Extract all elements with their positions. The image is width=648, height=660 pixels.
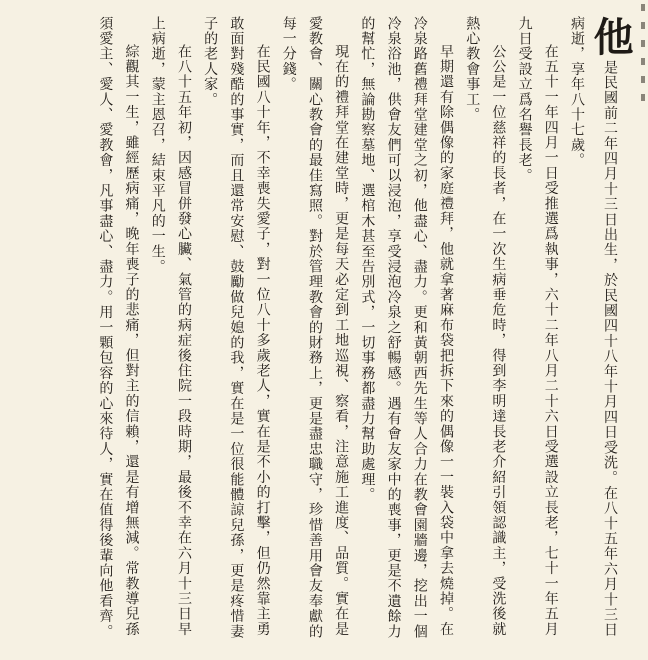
paragraph-2: 在五十一年四月一日受推選爲執事，六十二年八月二十六日受選設立長老，七十一年五月九日受設立爲名譽長老。 xyxy=(516,16,559,637)
paragraph-8: 綜觀其一生，雖經歷病痛，晚年喪子的悲痛，但對主的信賴，還是有增無減。常教導兒孫須愛主、愛人、愛教會，凡事盡心、盡力。用一顆包容的心來待人，實在值得後輩向他看齊。 xyxy=(97,16,140,640)
paragraph-5: 現在的禮拜堂在建堂時，更是每天必定到工地巡視、察看，注意施工進度、品質。實在是愛教會、關心教會的最佳寫照。對於管理教會的財務上，更是盡忠職守，珍惜善用會友奉獻的每一分錢。 xyxy=(280,16,350,640)
opening-character: 他 xyxy=(587,16,634,56)
scan-edge-marks xyxy=(636,0,648,110)
paragraph-3: 公公是一位慈祥的長者，在一次生病垂危時，得到李明達長老介紹引領認識主，受洗後就熱心教會事工。 xyxy=(464,16,507,637)
paragraph-1 xyxy=(564,16,634,646)
paragraph-text: 是民國前二年四月十三日出生，於民國四十八年十月四日受洗。在八十五年六月十三日病逝，享年八十七歲。 xyxy=(569,16,618,638)
paragraph-4: 早期還有除偶像的家庭禮拜，他就拿著麻布袋把拆下來的偶像一一裝入袋中拿去燒掉。在冷泉路舊禮拜堂建堂之初，他盡心、盡力。更和黃朝西先生等人合力在教會園牆邊，挖出一個冷泉浴池，供會友們可以浸泡，享受浸泡冷泉之舒暢感。遇有會友家中的喪事，更是不遺餘力的幫忙，無論勘察墓地、選棺木甚至告別式，一切事務都盡力幫助處理。 xyxy=(359,16,454,640)
paragraph-6: 在民國八十年，不幸喪失愛子，對一位八十多歲老人，實在是不小的打擊，但仍然靠主勇敢面對殘酷的事實，而且還常安慰、鼓勵做兒媳的我，實在是一位很能體諒兒孫，更是疼惜妻子的老人家。 xyxy=(202,16,271,640)
vertical-text-body xyxy=(12,16,634,646)
paragraph-7: 在八十五年初，因感冒併發心臟、氣管的病症後住院一段時期，最後不幸在六月十三日早上病逝，蒙主恩召，結束平凡的一生。 xyxy=(149,16,192,637)
